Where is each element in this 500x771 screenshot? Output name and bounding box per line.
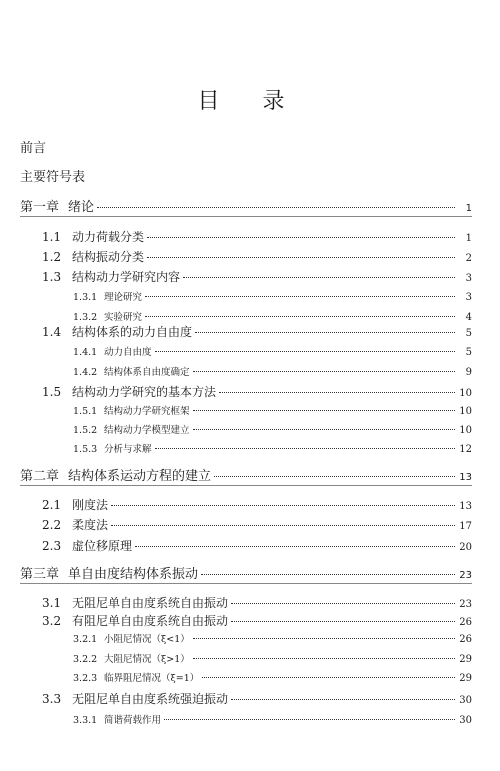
toc-leader-dots: [183, 277, 455, 278]
toc-leader-dots: [193, 410, 455, 411]
toc-section-entry[interactable]: [42, 248, 472, 265]
toc-entry-number: 第三章: [20, 567, 60, 582]
toc-entry-title: 动力自由度: [104, 347, 152, 358]
toc-leader-dots: [164, 719, 455, 720]
toc-entry-page: 1: [465, 203, 472, 214]
toc-subsection-entry[interactable]: [73, 441, 472, 455]
preface-entry[interactable]: 前言: [20, 141, 47, 156]
toc-section-entry[interactable]: [42, 268, 472, 285]
toc-leader-dots: [155, 351, 455, 352]
toc-subsection-entry[interactable]: [73, 403, 472, 417]
toc-entry-title: 柔度法: [72, 518, 109, 532]
toc-entry-page: 3: [465, 273, 472, 284]
toc-entry-number: 1.4: [42, 325, 62, 339]
toc-leader-dots: [193, 658, 455, 659]
toc-entry-number: 2.3: [42, 539, 62, 553]
toc-leader-dots: [231, 699, 455, 700]
toc-entry-title: 理论研究: [104, 292, 143, 303]
toc-leader-dots: [147, 257, 455, 258]
toc-entry-number: 3.2.1: [73, 634, 98, 645]
toc-entry-title: 动力荷载分类: [72, 230, 145, 244]
toc-entry-title: 临界阻尼情况（ξ=1）: [104, 673, 200, 684]
toc-leader-dots: [193, 429, 455, 430]
toc-entry-page: 26: [459, 634, 472, 645]
toc-entry-number: 3.2: [42, 614, 62, 628]
toc-entry-number: 3.3.1: [73, 715, 98, 726]
toc-entry-number: 1.4.1: [73, 347, 98, 358]
toc-entry-title: 简谐荷载作用: [104, 715, 162, 726]
toc-leader-dots: [201, 574, 455, 575]
toc-subsection-entry[interactable]: [73, 422, 472, 436]
toc-entry-page: 20: [459, 542, 472, 553]
toc-entry-number: 3.2.3: [73, 673, 98, 684]
toc-leader-dots: [97, 207, 455, 208]
toc-entry-title: 结构动力学研究内容: [72, 270, 181, 284]
toc-leader-dots: [147, 237, 455, 238]
toc-entry-title: 结构体系自由度确定: [104, 367, 190, 378]
toc-entry-page: 23: [459, 570, 472, 581]
toc-section-entry[interactable]: [42, 690, 472, 707]
toc-entry-number: 1.5.1: [73, 406, 98, 417]
symbols-entry[interactable]: 主要符号表: [20, 170, 86, 185]
toc-subsection-entry[interactable]: [73, 364, 472, 378]
toc-entry-title: 结构振动分类: [72, 250, 145, 264]
toc-entry-page: 17: [459, 521, 472, 532]
toc-leader-dots: [111, 525, 455, 526]
toc-entry-title: 绪论: [68, 200, 95, 215]
toc-entry-number: 1.3.1: [73, 292, 98, 303]
toc-entry-page: 4: [465, 312, 472, 323]
toc-section-entry[interactable]: [42, 496, 472, 513]
toc-entry-title: 结构体系的动力自由度: [72, 325, 193, 339]
toc-leader-dots: [231, 603, 455, 604]
chapter-divider: [20, 583, 472, 584]
toc-subsection-entry[interactable]: [73, 289, 472, 303]
toc-entry-page: 23: [459, 599, 472, 610]
toc-entry-title: 无阻尼单自由度系统自由振动: [72, 596, 229, 610]
toc-entry-title: 刚度法: [72, 498, 109, 512]
toc-entry-page: 1: [465, 233, 472, 244]
toc-leader-dots: [219, 392, 455, 393]
toc-entry-title: 虚位移原理: [72, 539, 133, 553]
toc-entry-number: 1.4.2: [73, 367, 98, 378]
toc-entry-number: 2.1: [42, 498, 62, 512]
toc-entry-page: 10: [459, 388, 472, 399]
toc-entry-page: 30: [459, 695, 472, 706]
toc-entry-page: 13: [459, 501, 472, 512]
toc-entry-page: 26: [459, 617, 472, 628]
toc-section-entry[interactable]: [42, 516, 472, 533]
toc-entry-title: 实验研究: [104, 312, 143, 323]
toc-chapter-entry[interactable]: [20, 196, 472, 215]
toc-leader-dots: [195, 332, 455, 333]
toc-leader-dots: [155, 448, 455, 449]
toc-leader-dots: [145, 316, 455, 317]
toc-section-entry[interactable]: [42, 383, 472, 400]
toc-entry-number: 1.5: [42, 385, 62, 399]
toc-subsection-entry[interactable]: [73, 631, 472, 645]
toc-subsection-entry[interactable]: [73, 651, 472, 665]
toc-leader-dots: [145, 296, 455, 297]
toc-section-entry[interactable]: [42, 537, 472, 554]
toc-entry-page: 10: [459, 425, 472, 436]
toc-chapter-entry[interactable]: [20, 563, 472, 582]
toc-entry-page: 29: [459, 654, 472, 665]
toc-entry-page: 12: [459, 444, 472, 455]
toc-entry-title: 结构体系运动方程的建立: [68, 469, 212, 484]
toc-entry-title: 无阻尼单自由度系统强迫振动: [72, 692, 229, 706]
toc-leader-dots: [202, 677, 455, 678]
toc-entry-number: 1.3.2: [73, 312, 98, 323]
toc-entry-number: 1.5.2: [73, 425, 98, 436]
toc-entry-page: 9: [465, 367, 472, 378]
toc-entry-number: 1.3: [42, 270, 62, 284]
toc-entry-page: 13: [459, 472, 472, 483]
chapter-divider: [20, 216, 472, 217]
toc-section-entry[interactable]: [42, 612, 472, 629]
toc-subsection-entry[interactable]: [73, 344, 472, 358]
toc-entry-number: 3.1: [42, 596, 62, 610]
toc-entry-number: 1.5.3: [73, 444, 98, 455]
toc-entry-number: 3.2.2: [73, 654, 98, 665]
toc-leader-dots: [231, 621, 455, 622]
page-title: 目 录: [197, 89, 303, 114]
toc-entry-page: 3: [465, 292, 472, 303]
toc-subsection-entry[interactable]: [73, 309, 472, 323]
toc-entry-title: 小阻尼情况（ξ<1）: [104, 634, 190, 645]
toc-leader-dots: [111, 505, 455, 506]
toc-entry-title: 结构动力学研究的基本方法: [72, 385, 217, 399]
toc-entry-page: 30: [459, 715, 472, 726]
toc-entry-number: 第一章: [20, 200, 60, 215]
toc-entry-page: 5: [465, 347, 472, 358]
toc-entry-title: 有阻尼单自由度系统自由振动: [72, 614, 229, 628]
toc-entry-number: 1.1: [42, 230, 62, 244]
toc-subsection-entry[interactable]: [73, 712, 472, 726]
toc-leader-dots: [135, 546, 455, 547]
toc-entry-page: 2: [465, 253, 472, 264]
toc-entry-page: 5: [465, 328, 472, 339]
toc-leader-dots: [193, 371, 455, 372]
toc-entry-title: 结构动力学研究框架: [104, 406, 190, 417]
toc-leader-dots: [214, 476, 455, 477]
toc-entry-title: 结构动力学模型建立: [104, 425, 190, 436]
toc-section-entry[interactable]: [42, 228, 472, 245]
toc-entry-page: 29: [459, 673, 472, 684]
toc-entry-number: 第二章: [20, 469, 60, 484]
toc-entry-number: 1.2: [42, 250, 62, 264]
toc-entry-title: 单自由度结构体系振动: [68, 567, 199, 582]
toc-section-entry[interactable]: [42, 594, 472, 611]
toc-entry-page: 10: [459, 406, 472, 417]
toc-chapter-entry[interactable]: [20, 465, 472, 484]
toc-leader-dots: [193, 638, 455, 639]
toc-entry-title: 大阻尼情况（ξ>1）: [104, 654, 190, 665]
toc-entry-title: 分析与求解: [104, 444, 152, 455]
chapter-divider: [20, 485, 472, 486]
toc-entry-number: 3.3: [42, 692, 62, 706]
toc-entry-number: 2.2: [42, 518, 62, 532]
toc-subsection-entry[interactable]: [73, 670, 472, 684]
toc-section-entry[interactable]: [42, 323, 472, 340]
